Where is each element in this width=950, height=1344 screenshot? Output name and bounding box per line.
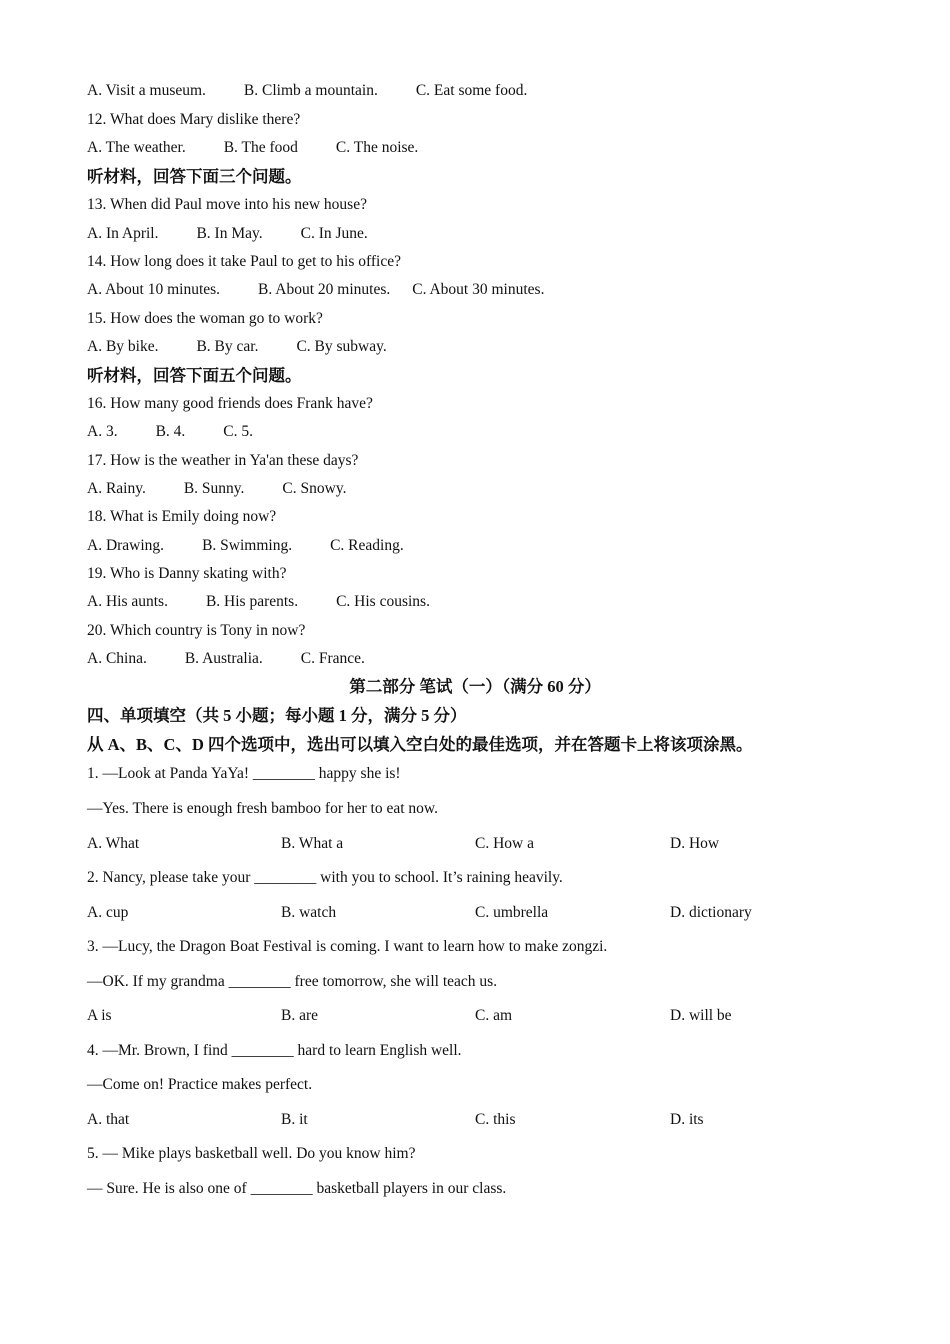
option-c: C. Snowy.: [282, 480, 347, 497]
option-a: A. that: [87, 1111, 130, 1128]
option-a: A. What: [87, 835, 140, 852]
options-line: [87, 479, 346, 499]
question-19: 19. Who is Danny skating with?: [87, 565, 287, 582]
option-a: A. cup: [87, 904, 129, 921]
option-b: B. watch: [281, 904, 337, 921]
option-b: B. In May.: [196, 225, 263, 242]
option-a: A. 3.: [87, 423, 118, 440]
options-line: [87, 138, 418, 158]
question-15: 15. How does the woman go to work?: [87, 310, 323, 327]
options-line: [87, 81, 527, 101]
option-b: B. What a: [281, 835, 344, 852]
instruction: 从 A、B、C、D 四个选项中，选出可以填入空白处的最佳选项，并在答题卡上将该项涂黑。: [87, 735, 753, 754]
section-heading: 听材料，回答下面五个问题。: [87, 366, 302, 385]
option-d: D. its: [670, 1111, 704, 1128]
question-13: 13. When did Paul move into his new house?: [87, 196, 367, 213]
option-b: B. Swimming.: [202, 537, 293, 554]
mc-question-1: 1. —Look at Panda YaYa! ________ happy she is!: [87, 765, 401, 782]
option-a: A. Rainy.: [87, 480, 146, 497]
mc-question-3-reply: —OK. If my grandma ________ free tomorrow, she will teach us.: [87, 973, 498, 990]
options-line: [87, 224, 368, 244]
option-b: B. are: [281, 1007, 319, 1024]
option-a: A. China.: [87, 650, 147, 667]
option-b: B. it: [281, 1111, 308, 1128]
option-d: D. dictionary: [670, 904, 752, 921]
mc-question-1-reply: —Yes. There is enough fresh bamboo for her to eat now.: [87, 800, 438, 817]
option-a: A. His aunts.: [87, 593, 168, 610]
options-line: [87, 422, 253, 442]
section-heading: 听材料，回答下面三个问题。: [87, 167, 302, 186]
options-line: [87, 536, 404, 556]
option-a: A. Drawing.: [87, 537, 165, 554]
options-line: [87, 592, 430, 612]
option-c: C. His cousins.: [336, 593, 430, 610]
option-b: B. His parents.: [205, 593, 299, 610]
option-b: B. Climb a mountain.: [243, 82, 378, 99]
option-c: C. In June.: [300, 225, 368, 242]
option-a: A is: [87, 1007, 112, 1024]
mc-question-4-reply: —Come on! Practice makes perfect.: [87, 1076, 313, 1093]
option-c: C. this: [475, 1111, 516, 1128]
option-d: D. will be: [670, 1007, 732, 1024]
section-title: 四、单项填空（共 5 小题；每小题 1 分，满分 5 分）: [87, 706, 467, 725]
option-c: C. am: [475, 1007, 513, 1024]
option-c: C. Eat some food.: [415, 82, 528, 99]
option-c: C. Reading.: [330, 537, 404, 554]
question-18: 18. What is Emily doing now?: [87, 508, 277, 525]
mc-question-4: 4. —Mr. Brown, I find ________ hard to learn English well.: [87, 1042, 462, 1059]
options-line: [87, 649, 365, 669]
option-c: C. France.: [300, 650, 365, 667]
option-c: C. umbrella: [475, 904, 549, 921]
option-b: B. 4.: [155, 423, 186, 440]
mc-question-5-reply: — Sure. He is also one of ________ basketball players in our class.: [87, 1180, 507, 1197]
question-14: 14. How long does it take Paul to get to his office?: [87, 253, 401, 270]
option-b: B. About 20 minutes.: [258, 281, 391, 298]
option-c: C. 5.: [223, 423, 254, 440]
option-a: A. Visit a museum.: [87, 82, 206, 99]
option-a: A. By bike.: [87, 338, 159, 355]
question-12: 12. What does Mary dislike there?: [87, 111, 301, 128]
option-b: B. The food: [223, 139, 298, 156]
option-c: C. How a: [475, 835, 534, 852]
mc-question-5: 5. — Mike plays basketball well. Do you know him?: [87, 1145, 416, 1162]
options-line: [87, 337, 387, 357]
question-20: 20. Which country is Tony in now?: [87, 622, 306, 639]
option-d: D. How: [670, 835, 720, 852]
part-title: 第二部分 笔试（一）（满分 60 分）: [349, 677, 601, 696]
option-a: A. The weather.: [87, 139, 186, 156]
question-16: 16. How many good friends does Frank have?: [87, 395, 373, 412]
question-17: 17. How is the weather in Ya'an these days?: [87, 452, 359, 469]
mc-question-2: 2. Nancy, please take your ________ with you to school. It’s raining heavily.: [87, 869, 563, 886]
option-b: B. By car.: [196, 338, 259, 355]
option-a: A. In April.: [87, 225, 159, 242]
option-c: C. The noise.: [335, 139, 419, 156]
option-b: B. Sunny.: [183, 480, 245, 497]
options-line: [87, 280, 544, 300]
option-b: B. Australia.: [184, 650, 263, 667]
option-c: C. By subway.: [296, 338, 387, 355]
option-c: C. About 30 minutes.: [412, 281, 545, 298]
mc-question-3: 3. —Lucy, the Dragon Boat Festival is coming. I want to learn how to make zongzi.: [87, 938, 608, 955]
option-a: A. About 10 minutes.: [87, 281, 221, 298]
